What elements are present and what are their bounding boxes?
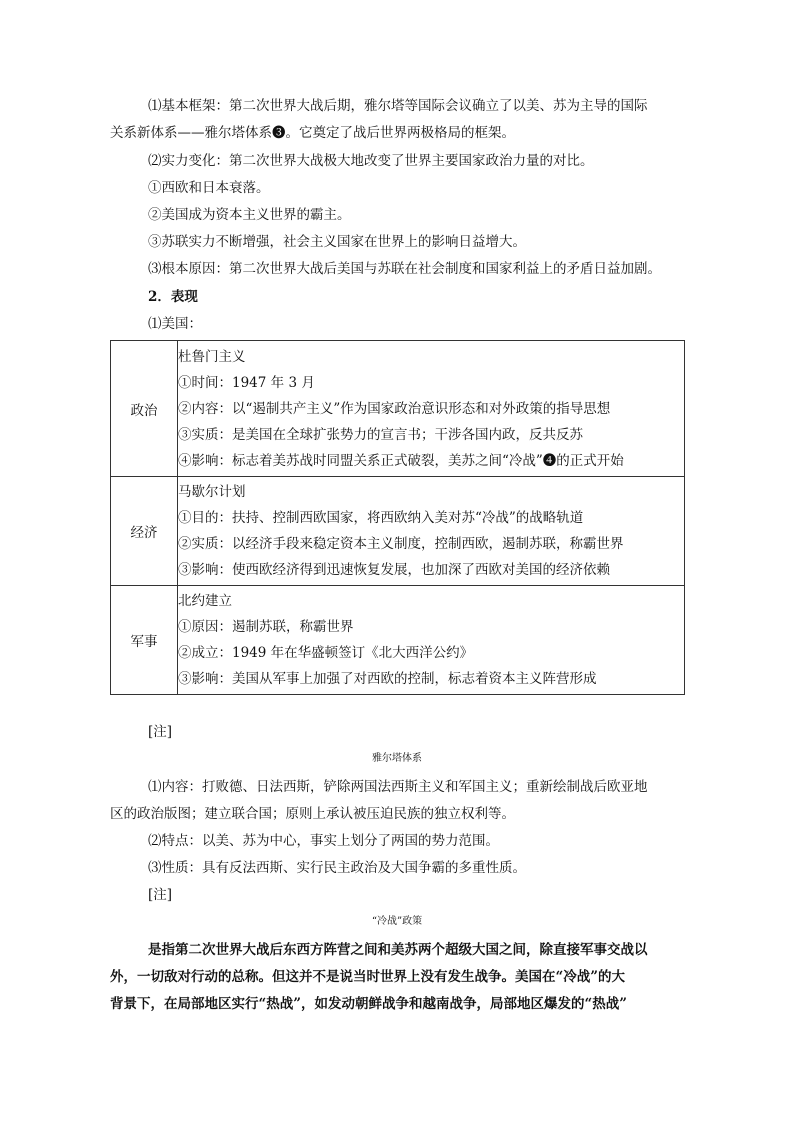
note-line: 外，一切敌对行动的总称。但这并不是说当时世界上没有发生战争。美国在“冷战”的大	[110, 969, 626, 985]
note-label: [注]	[148, 887, 173, 903]
intro-line-2: 关系新体系——雅尔塔体系❸。它奠定了战后世界两极格局的框架。	[110, 125, 515, 141]
content-cell	[178, 477, 685, 586]
row-title: 马歇尔计划	[178, 484, 246, 500]
row-line: ①目的：扶持、控制西欧国家，将西欧纳入美对苏“冷战”的战略轨道	[178, 510, 584, 526]
note-line: 是指第二次世界大战后东西方阵营之间和美苏两个超级大国之间，除直接军事交战以	[148, 942, 648, 958]
category-cell: 政治	[111, 341, 178, 477]
note-line: ⑵特点：以美、苏为中心，事实上划分了两国的势力范围。	[148, 833, 499, 849]
section-heading: 2．表现	[148, 289, 198, 305]
usa-policy-table	[110, 340, 685, 695]
row-line: ③影响：使西欧经济得到迅速恢复发展，也加深了西欧对美国的经济依赖	[178, 562, 610, 578]
note-line: 背景下，在局部地区实行“热战”，如发动朝鲜战争和越南战争，局部地区爆发的“热战”	[110, 996, 628, 1012]
row-line: ③影响：美国从军事上加强了对西欧的控制，标志着资本主义阵营形成	[178, 671, 597, 687]
row-line: ②成立：1949 年在华盛顿签订《北大西洋公约》	[178, 645, 474, 661]
note-line: 区的政治版图；建立联合国；原则上承认被压迫民族的独立权利等。	[110, 806, 515, 822]
table-row	[111, 477, 685, 586]
intro-line-6: ③苏联实力不断增强，社会主义国家在世界上的影响日益增大。	[148, 234, 526, 250]
intro-line-3: ⑵实力变化：第二次世界大战极大地改变了世界主要国家政治力量的对比。	[148, 153, 594, 169]
note-line: ⑴内容：打败德、日法西斯，铲除两国法西斯主义和军国主义；重新绘制战后欧亚地	[148, 779, 648, 795]
content-cell	[178, 586, 685, 695]
category-cell: 军事	[111, 586, 178, 695]
table-row	[111, 586, 685, 695]
note-title: 雅尔塔体系	[372, 753, 422, 764]
intro-line-4: ①西欧和日本衰落。	[148, 180, 270, 196]
row-line: ②实质：以经济手段来稳定资本主义制度，控制西欧，遏制苏联，称霸世界	[178, 536, 624, 552]
row-line: ④影响：标志着美苏战时同盟关系正式破裂，美苏之间“冷战”❹的正式开始	[178, 452, 624, 469]
note-title: “冷战”政策	[371, 916, 423, 927]
intro-line-1: ⑴基本框架：第二次世界大战后期，雅尔塔等国际会议确立了以美、苏为主导的国际	[148, 98, 648, 114]
note-line: ⑶性质：具有反法西斯、实行民主政治及大国争霸的多重性质。	[148, 860, 526, 876]
content-cell	[178, 341, 685, 477]
intro-line-7: ⑶根本原因：第二次世界大战后美国与苏联在社会制度和国家利益上的矛盾日益加剧。	[148, 261, 661, 277]
intro-line-5: ②美国成为资本主义世界的霸主。	[148, 207, 351, 223]
row-line: ①原因：遏制苏联，称霸世界	[178, 619, 354, 635]
row-title: 杜鲁门主义	[178, 348, 246, 365]
category-cell: 经济	[111, 477, 178, 586]
row-line: ③实质：是美国在全球扩张势力的宣言书；干涉各国内政，反共反苏	[178, 426, 583, 443]
row-line: ①时间：1947 年 3 月	[178, 374, 315, 391]
usa-heading: ⑴美国：	[148, 316, 202, 332]
row-title: 北约建立	[178, 593, 232, 609]
note-label: [注]	[148, 724, 173, 740]
row-line: ②内容：以“遏制共产主义”作为国家政治意识形态和对外政策的指导思想	[178, 400, 611, 417]
table-row	[111, 341, 685, 477]
